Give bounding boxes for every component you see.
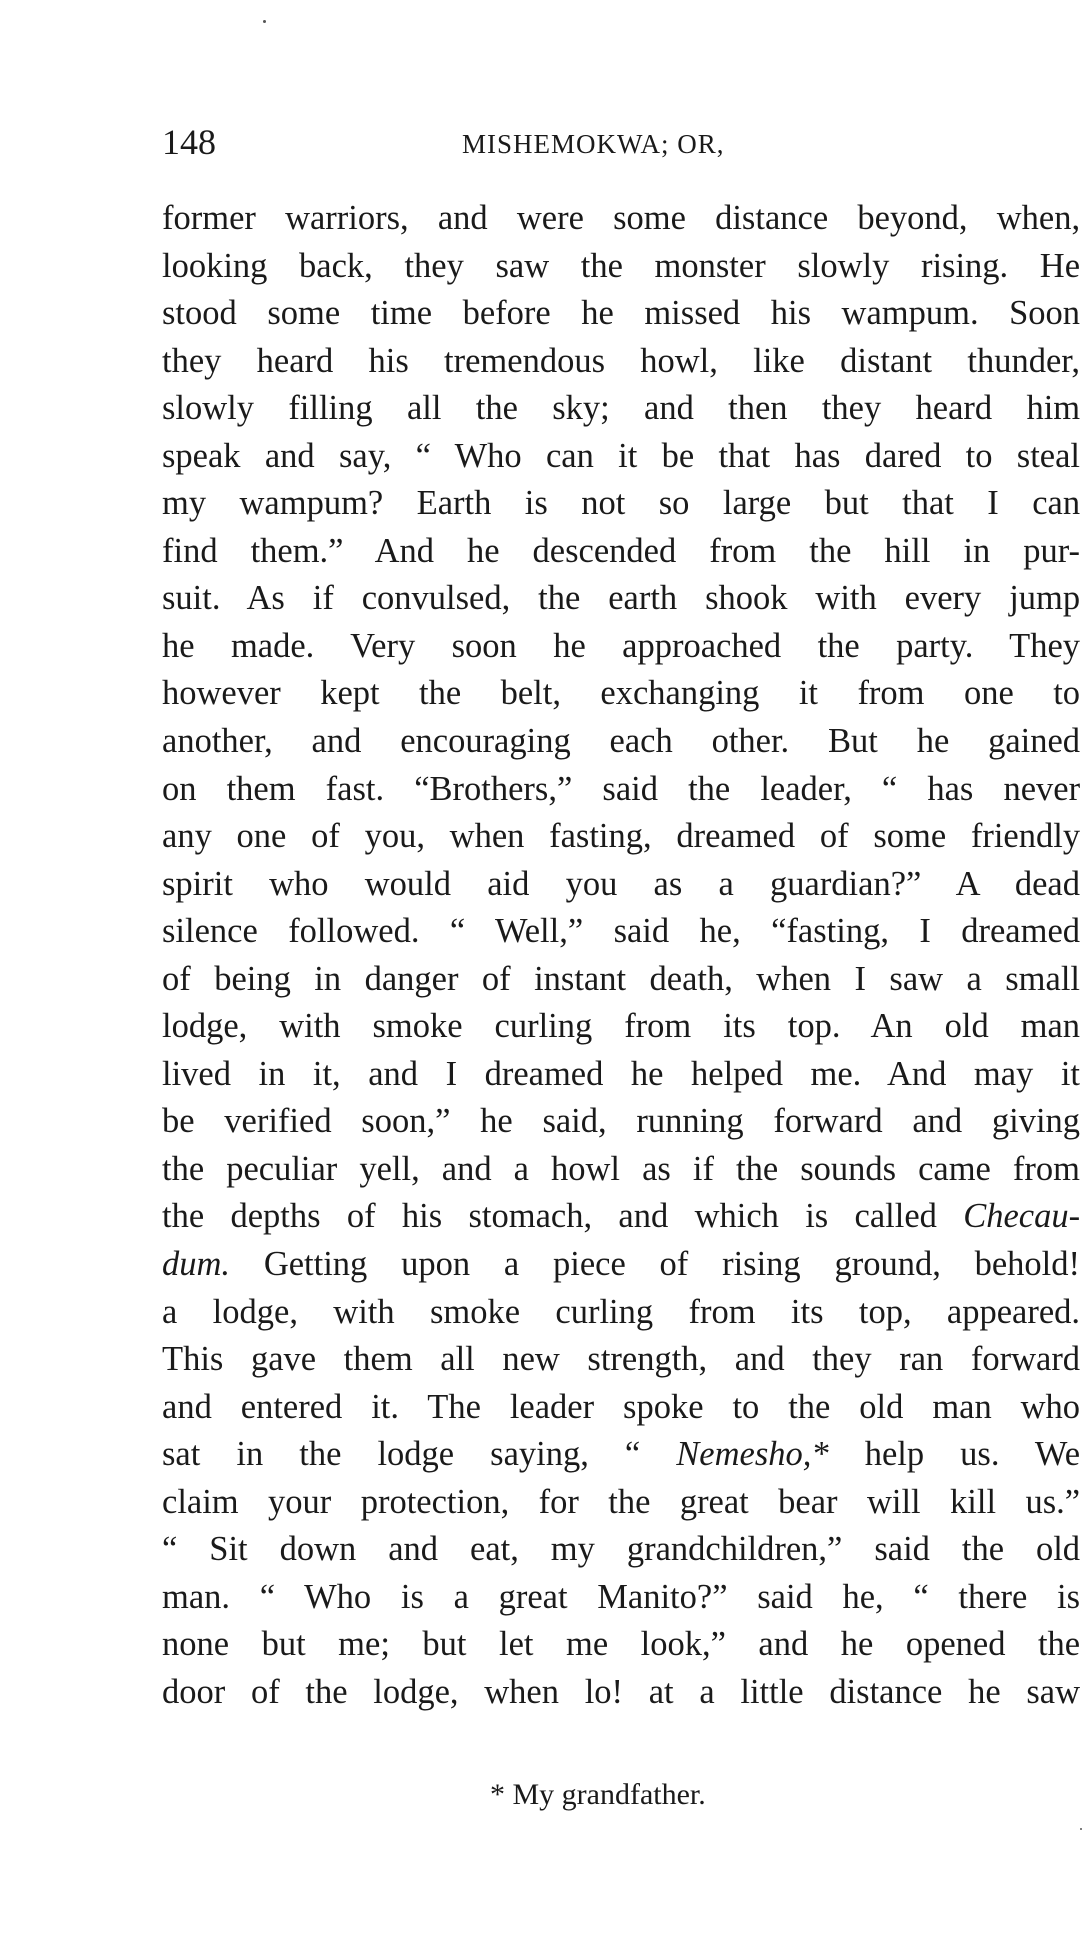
text-line: speak and say, “ Who can it be that has dared to steal [162, 436, 1081, 475]
text-line: door of the lodge, when lo! at a little distance he saw [162, 1672, 1080, 1711]
text-line: of being in danger of instant death, when I saw a small [162, 959, 1080, 998]
text-line: the depths of his stomach, and which is called Checau- [162, 1197, 1081, 1236]
text-line: they heard his tremendous howl, like distant thunder, [162, 341, 1081, 380]
text-line: This gave them all new strength, and they ran forward [162, 1340, 1081, 1379]
text-line: stood some time before he missed his wampum. Soon [162, 294, 1081, 333]
footnote: * My grandfather. [490, 1778, 706, 1811]
text-line: and entered it. The leader spoke to the old man who [162, 1387, 1081, 1426]
text-line: man. “ Who is a great Manito?” said he, “ there is [162, 1577, 1081, 1616]
text-line: my wampum? Earth is not so large but that I can [162, 484, 1081, 523]
text-line: find them.” And he descended from the hill in pur- [162, 531, 1081, 570]
text-line: former warriors, and were some distance beyond, when, [162, 199, 1081, 237]
text-line: lived in it, and I dreamed he helped me. And may it [162, 1054, 1080, 1093]
text-line: be verified soon,” he said, running forward and giving [162, 1102, 1081, 1141]
text-line: another, and encouraging each other. But he gained [162, 722, 1081, 761]
text-line: any one of you, when fasting, dreamed of some friendly [162, 817, 1081, 856]
text-line: claim your protection, for the great bear will kill us.” [162, 1482, 1081, 1521]
text-line: “ Sit down and eat, my grandchildren,” said the old [162, 1530, 1081, 1569]
text-line: the peculiar yell, and a howl as if the sounds came from [162, 1149, 1080, 1188]
text-line: silence followed. “ Well,” said he, “fasting, I dreamed [162, 912, 1081, 951]
text-line: lodge, with smoke curling from its top. An old man [162, 1007, 1081, 1046]
text-line: sat in the lodge saying, “ Nemesho,* help us. We [162, 1435, 1081, 1474]
text-line: none but me; but let me look,” and he opened the [162, 1625, 1081, 1664]
paper-speck [1080, 1828, 1082, 1830]
text-line: suit. As if convulsed, the earth shook with every jump [162, 579, 1081, 618]
text-line: he made. Very soon he approached the party. They [162, 626, 1081, 665]
text-line: dum. Getting upon a piece of rising ground, behold! [162, 1245, 1080, 1284]
body-text [162, 195, 1080, 1717]
text-line: spirit who would aid you as a guardian?” A dead [162, 864, 1080, 903]
text-line: a lodge, with smoke curling from its top, appeared. [162, 1292, 1081, 1331]
text-line: however kept the belt, exchanging it from one to [162, 674, 1081, 713]
page-header [162, 118, 1082, 166]
page-number: 148 [162, 122, 216, 162]
text-line: slowly filling all the sky; and then they heard him [162, 389, 1081, 428]
running-head: MISHEMOKWA; OR, [462, 129, 725, 159]
paper-speck [263, 20, 266, 23]
text-line: looking back, they saw the monster slowly rising. He [162, 246, 1081, 285]
text-line: on them fast. “Brothers,” said the leader, “ has never [162, 769, 1081, 808]
